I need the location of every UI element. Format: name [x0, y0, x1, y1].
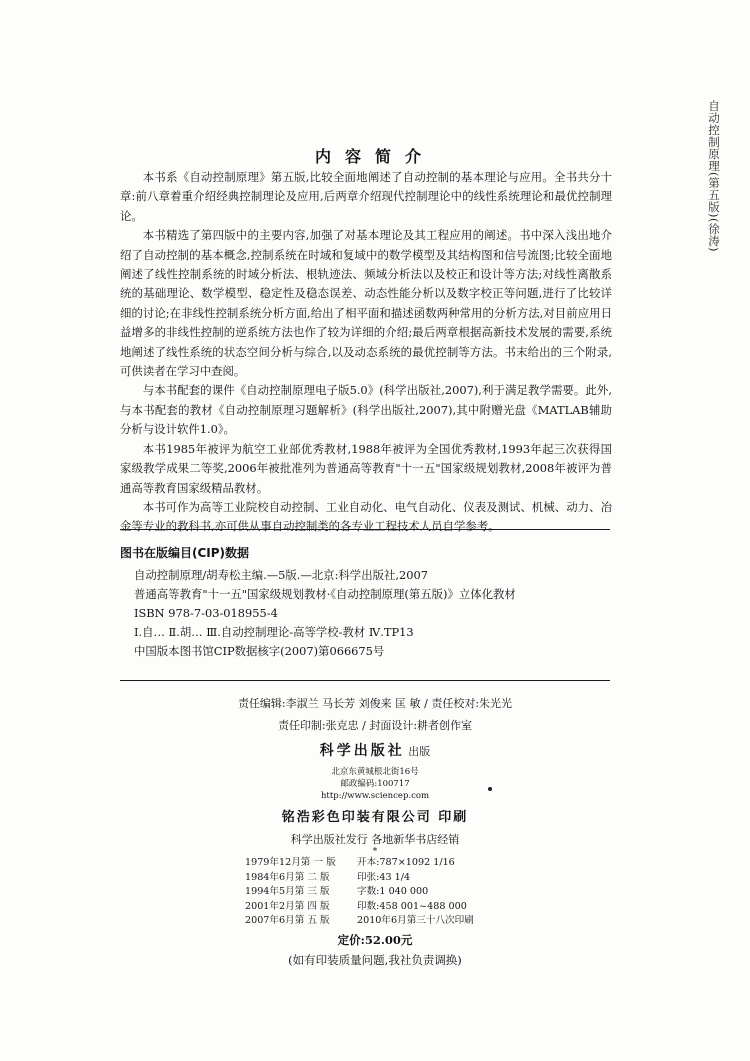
edition-date: 1984年6月第 二 版 [245, 871, 330, 883]
edition-spec: 2010年6月第三十八次印刷 [357, 915, 474, 926]
cip-block [134, 566, 604, 661]
publisher-url: http://www.sciencep.com [320, 791, 430, 801]
cip-heading: 图书在版编目(CIP)数据 [120, 546, 250, 560]
intro-paragraph: 本书可作为高等工业院校自动控制、工业自动化、电气自动化、仪表及测试、机械、动力、冶金等专业的教科书,亦可供从事自动控制类的各专业工程技术人员自学参考。 [120, 499, 612, 534]
intro-paragraph: 本书1985年被评为航空工业部优秀教材,1988年被评为全国优秀教材,1993年起三次获得国家级教学成果二等奖,2006年被批准列为普通高等教育"十一五"国家级规划教材,2008年被评为普通高等教育国家级精品教材。 [120, 441, 612, 495]
intro-paragraph: 与本书配套的课件《自动控制原理电子版5.0》(科学出版社,2007),利于满足教学需要。此外,与本书配套的教材《自动控制原理习题解析》(科学出版社,2007),其中附赠光盘《MATLAB辅助分析与设计软件1.0》。 [120, 383, 612, 437]
edition-date: 2001年2月第 四 版 [245, 900, 330, 912]
staff-editors: 责任编辑:李淑兰 马长芳 刘俊来 匡 敏 / 责任校对:朱光光 [237, 697, 513, 710]
edition-history [245, 856, 474, 929]
cip-line: ISBN 978-7-03-018955-4 [134, 606, 278, 620]
distribution-line: 科学出版社发行 各地新华书店经销 [290, 833, 460, 846]
edition-date: 2007年6月第 五 版 [245, 915, 330, 926]
separator-star: * [372, 847, 378, 857]
divider-top [120, 529, 610, 530]
edition-row [245, 856, 474, 871]
intro-body [120, 168, 612, 537]
cip-line: Ⅰ.自… Ⅱ.胡… Ⅲ.自动控制理论-高等学校-教材 Ⅳ.TP13 [134, 625, 414, 639]
quality-notice: (如有印装质量问题,我社负责调换) [288, 953, 462, 967]
intro-paragraph: 本书系《自动控制原理》第五版,比较全面地阐述了自动控制的基本理论与应用。全书共分十章:前八章着重介绍经典控制理论及应用,后两章介绍现代控制理论中的线性系统理论和最优控制理论。 [120, 170, 612, 223]
edition-row [245, 900, 474, 915]
ink-dot [488, 787, 492, 791]
staff-credits [0, 693, 750, 737]
staff-production: 责任印制:张克忠 / 封面设计:耕者创作室 [277, 719, 473, 732]
edition-spec: 开本:787×1092 1/16 [357, 857, 455, 868]
cip-line: 中国版本图书馆CIP数据核字(2007)第066675号 [134, 644, 385, 658]
edition-date: 1994年5月第 三 版 [245, 886, 330, 897]
publisher-suffix: 出版 [408, 745, 431, 758]
publisher-postcode: 邮政编码:100717 [340, 779, 410, 789]
edition-spec: 印张:43 1/4 [357, 871, 411, 883]
price: 定价:52.00元 [337, 933, 413, 947]
edition-row [245, 914, 474, 929]
edition-row [245, 885, 474, 900]
cip-line: 自动控制原理/胡寿松主编.—5版.—北京:科学出版社,2007 [134, 568, 428, 582]
publisher-name: 科学出版社 [319, 743, 405, 759]
edition-row [245, 871, 474, 886]
publisher-block [0, 740, 750, 857]
publisher-address: 北京东黄城根北街16号 [331, 767, 419, 777]
edition-date: 1979年12月第 一 版 [245, 857, 336, 868]
spine-text: 自动控制原理(第五版)(徐涛) [707, 100, 721, 252]
edition-spec: 字数:1 040 000 [357, 886, 429, 897]
page-title: 内容简介 [314, 147, 435, 166]
cip-line: 普通高等教育"十一五"国家级规划教材·《自动控制原理(第五版)》立体化教材 [134, 587, 516, 601]
printer-name: 铭浩彩色印装有限公司 印刷 [281, 810, 469, 825]
intro-paragraph: 本书精选了第四版中的主要内容,加强了对基本理论及其工程应用的阐述。书中深入浅出地介绍了自动控制的基本概念,控制系统在时域和复域中的数学模型及其结构图和信号流图;比较全面地阐述了线性控制系统的时域分析法、根轨迹法、频域分析法以及校正和设计等方法;对线性离散系统的基础理论、数学模型、稳定性及稳态误差、动态性能分析以及数字校正等问题,进行了比较详细的讨论;在非线性控制系统分析方面,给出了相平面和描述函数两种常用的分析方法,对目前应用日益增多的非线性控制的逆系统方法也作了较为详细的介绍;最后两章根据高新技术发展的需要,系统地阐述了线性系统的状态空间分析与综合,以及动态系统的最优控制等方法。书末给出的三个附录,可供读者在学习中查阅。 [120, 228, 612, 379]
edition-spec: 印数:458 001~488 000 [357, 900, 467, 912]
divider-bottom [120, 680, 610, 681]
